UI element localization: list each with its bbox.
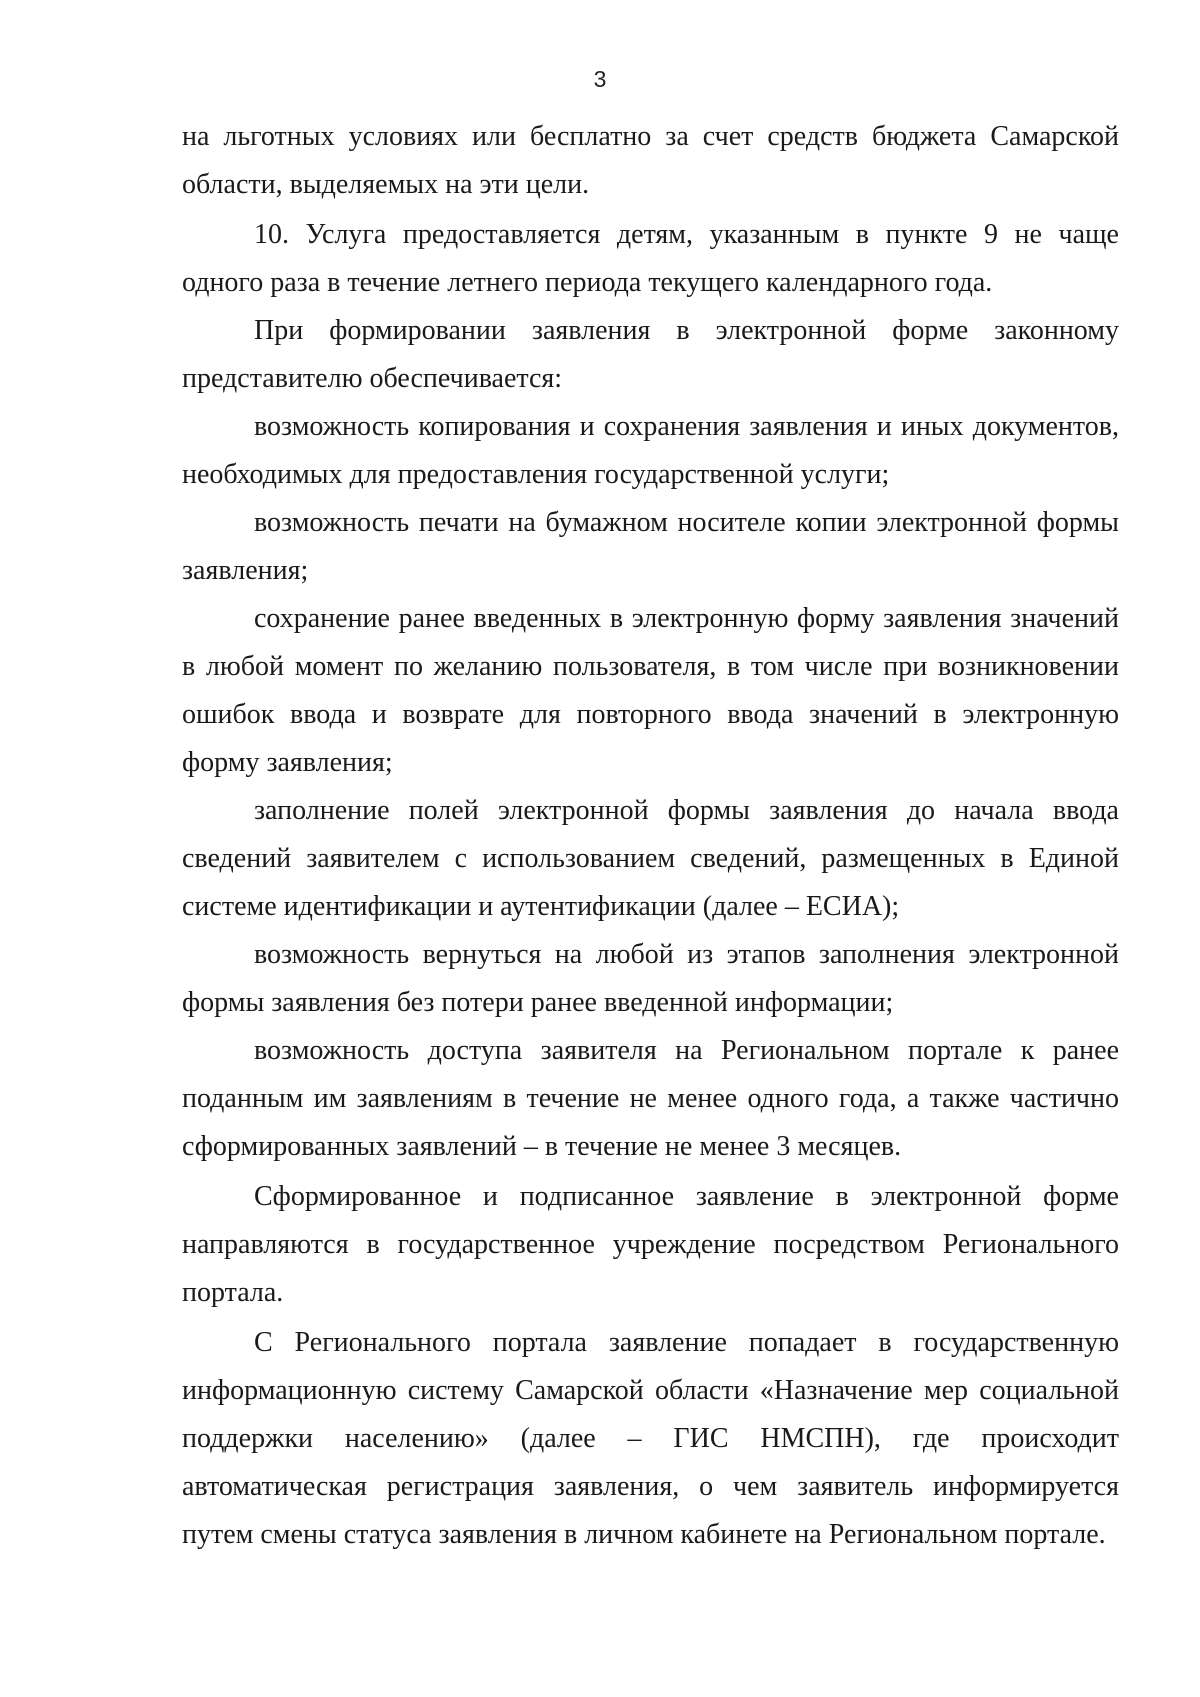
paragraph-continuation: на льготных условиях или бесплатно за счет средств бюджета Самарской области, выделяемых на эти цели. (182, 121, 1119, 200)
page-number: 3 (593, 66, 607, 92)
paragraph-submission: Сформированное и подписанное заявление в электронной форме направляются в государственное учреждение посредством Регионального портала. (182, 1181, 1119, 1308)
paragraph-gis-nmspn: С Регионального портала заявление попадает в государственную информационную систему Самарской области «Назначение мер социальной поддержки населению» (далее – ГИС НМСПН), где происходит автоматическая регистрация заявления, о чем заявитель информируется путем смены статуса заявления в личном кабинете на Региональном портале. (182, 1327, 1119, 1550)
paragraph-access-applications: возможность доступа заявителя на Региональном портале к ранее поданным им заявлениям в течение не менее одного года, а также частично сформированных заявлений – в течение не менее 3 месяцев. (182, 1035, 1119, 1162)
document-body (182, 113, 1119, 1559)
paragraph-item-10: 10. Услуга предоставляется детям, указанным в пункте 9 не чаще одного раза в течение летнего периода текущего календарного года. (182, 219, 1119, 298)
paragraph-return-to-step: возможность вернуться на любой из этапов заполнения электронной формы заявления без потери ранее введенной информации; (182, 939, 1119, 1018)
paragraph-copy-save: возможность копирования и сохранения заявления и иных документов, необходимых для предоставления государственной услуги; (182, 411, 1119, 490)
paragraph-print: возможность печати на бумажном носителе копии электронной формы заявления; (182, 507, 1119, 586)
paragraph-esia-prefill: заполнение полей электронной формы заявления до начала ввода сведений заявителем с использованием сведений, размещенных в Единой системе идентификации и аутентификации (далее – ЕСИА); (182, 795, 1119, 922)
paragraph-save-values: сохранение ранее введенных в электронную форму заявления значений в любой момент по желанию пользователя, в том числе при возникновении ошибок ввода и возврате для повторного ввода значений в электронную форму заявления; (182, 603, 1119, 778)
paragraph-electronic-form-intro: При формировании заявления в электронной форме законному представителю обеспечивается: (182, 315, 1119, 394)
